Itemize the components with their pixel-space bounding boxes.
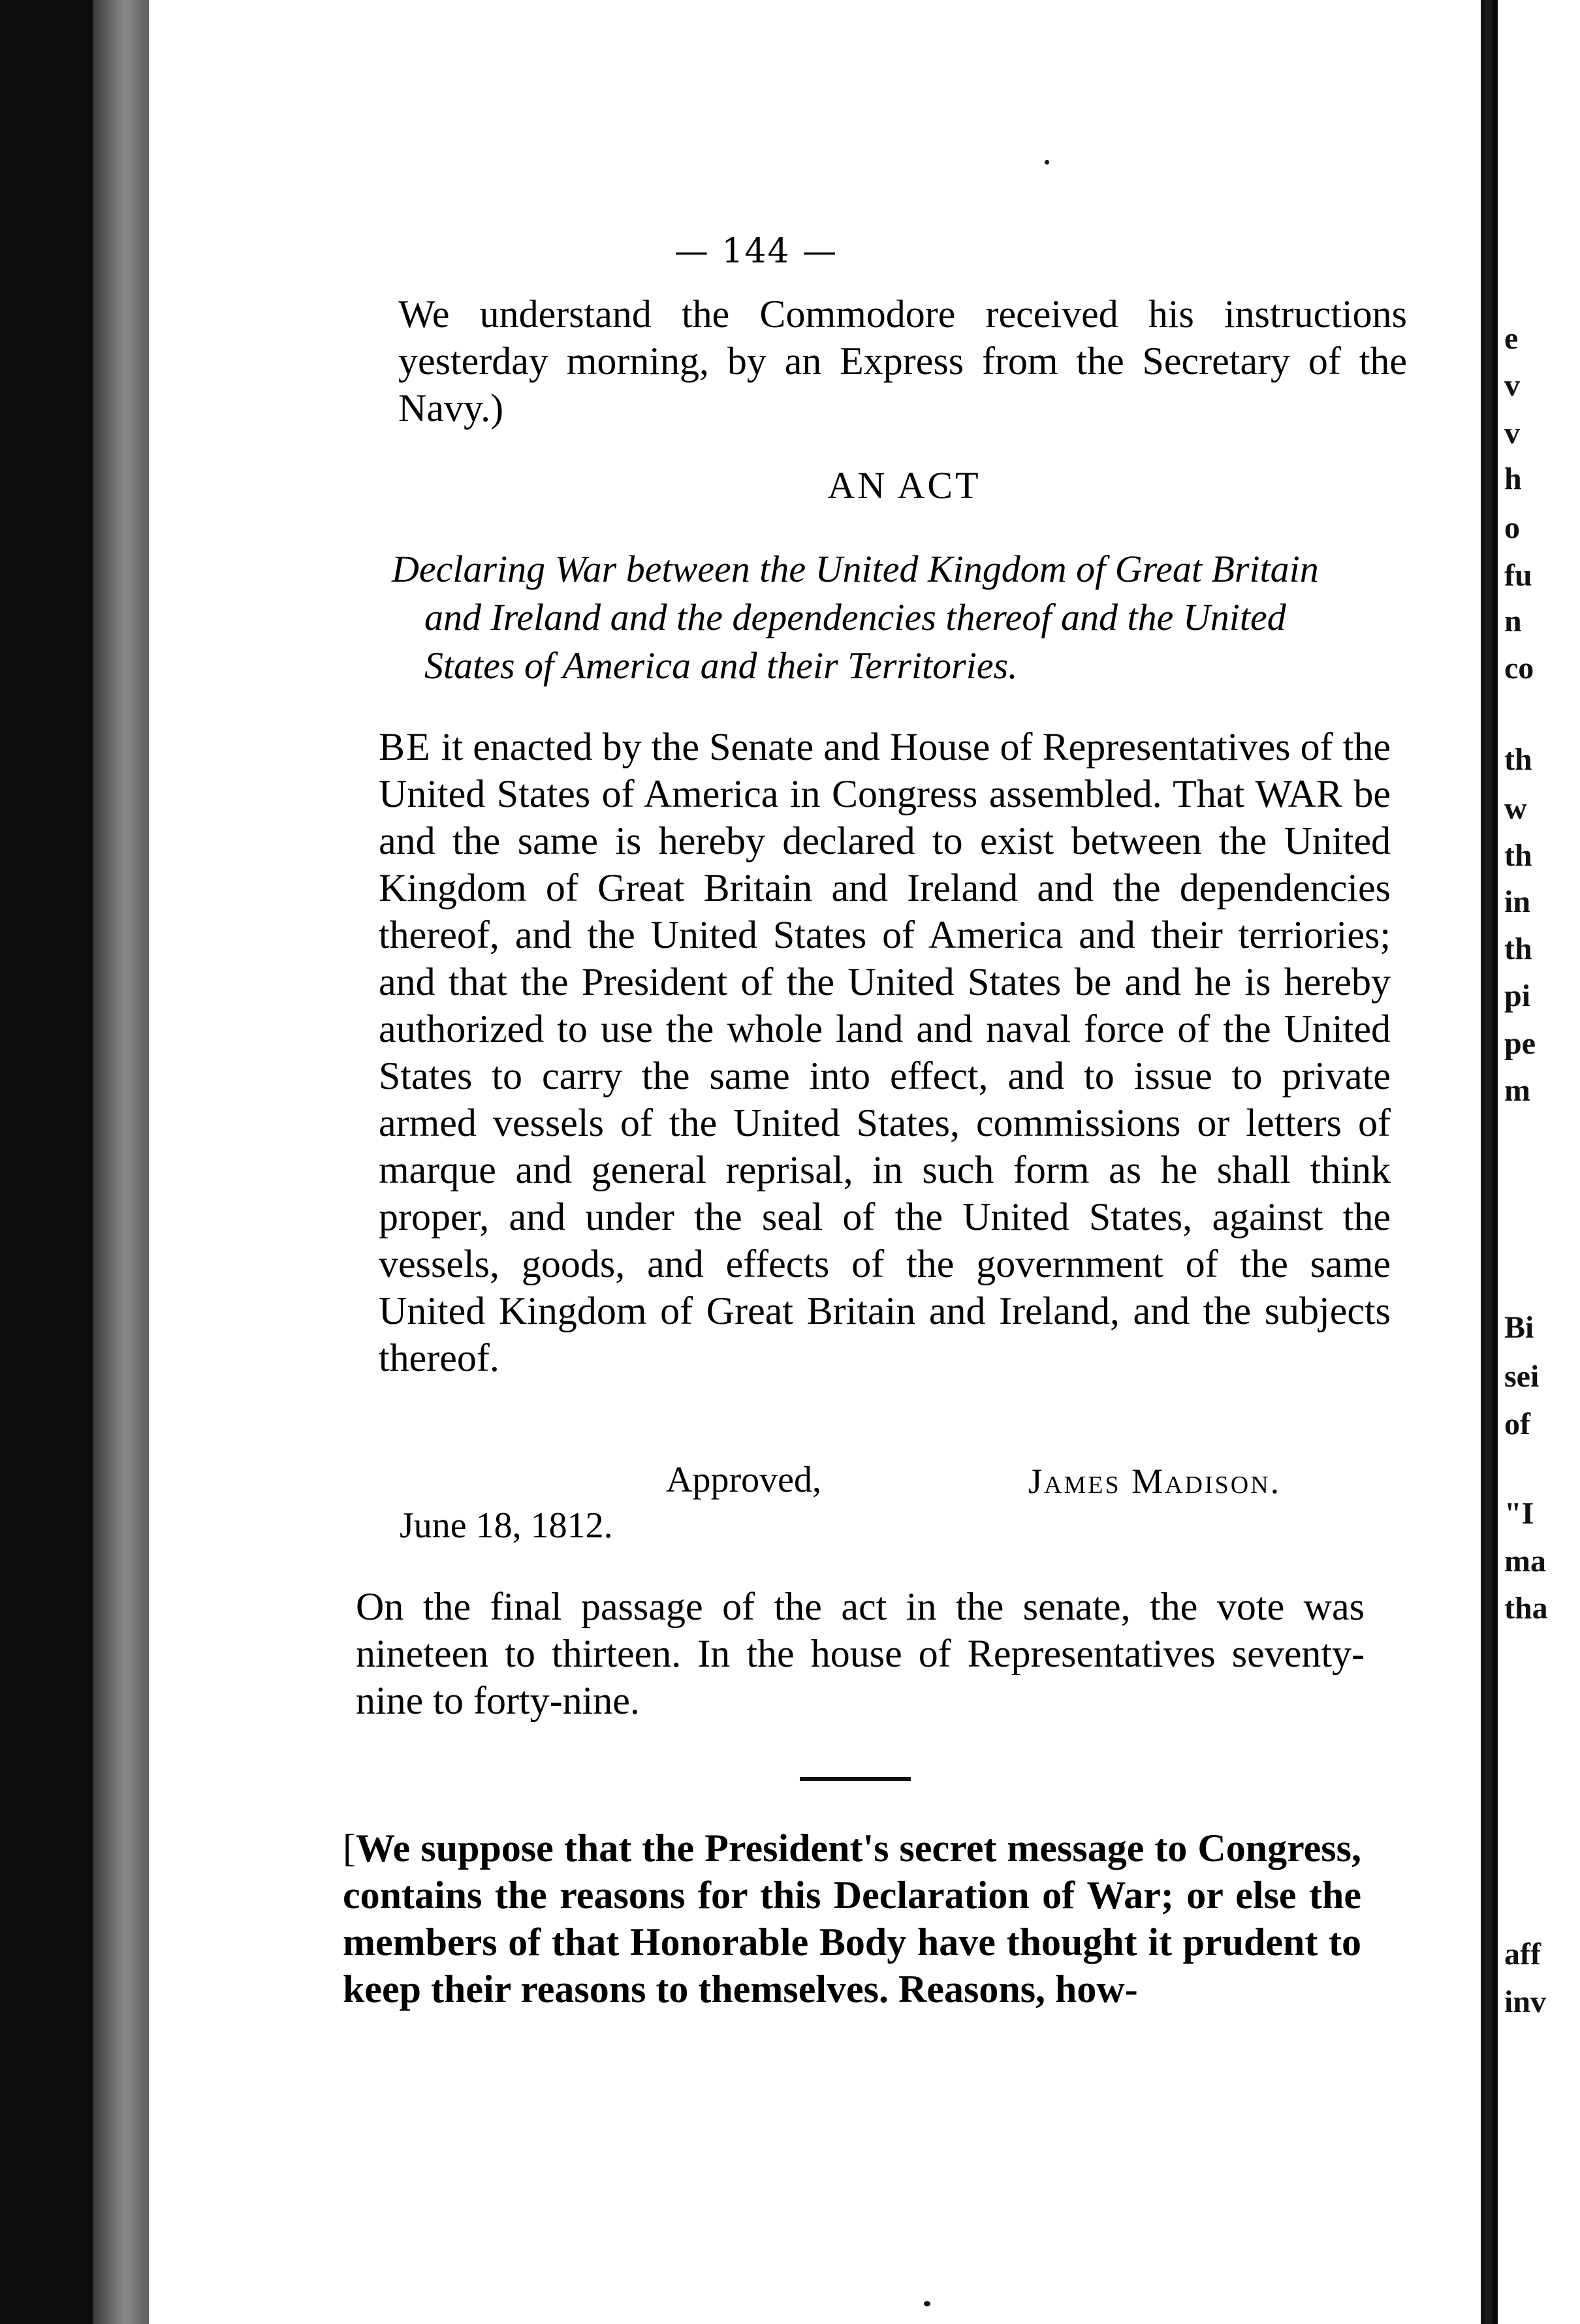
section-divider bbox=[800, 1777, 911, 1781]
facing-page-fragment: e bbox=[1504, 321, 1519, 356]
signer-name: James Madison. bbox=[1028, 1462, 1282, 1501]
facing-page-fragment: aff bbox=[1504, 1937, 1541, 1971]
ink-speck bbox=[54, 1136, 57, 1140]
facing-page-fragment: tha bbox=[1504, 1591, 1548, 1625]
approved-label: Approved, bbox=[666, 1460, 821, 1500]
act-heading: AN ACT bbox=[827, 464, 981, 507]
facing-page-fragment: pi bbox=[1504, 979, 1531, 1013]
opening-bracket: [ bbox=[343, 1827, 356, 1870]
closing-text: We suppose that the President's secret message to Congress, contains the reasons for this Declaration of War; or else the members of that Honorable Body have thought it prudent to keep their reasons to themselves. Reasons, how- bbox=[343, 1827, 1361, 2011]
facing-page-fragment: v bbox=[1504, 368, 1520, 403]
facing-page-fragment: th bbox=[1504, 838, 1532, 873]
facing-page-fragment: h bbox=[1504, 462, 1522, 496]
facing-page-fragment: ma bbox=[1504, 1544, 1546, 1578]
act-subtitle-line-2: and Ireland and the dependencies thereof and the United bbox=[424, 596, 1286, 638]
act-subtitle-line-1: Declaring War between the United Kingdom of Great Britain bbox=[392, 548, 1319, 590]
act-body-text: it enacted by the Senate and House of Representatives of the United States of America in Congress assembled. That WAR be and the same is hereby declared to exist between the United Kingdom of Great Britain and Ireland and the dependencies thereof, and the United States of America and their terriories; and that the President of the United States be and he is hereby authorized to use the whole land and naval force of the United States to carry the same into effect, and to issue to private armed vessels of the United States, commissions or letters of marque and general reprisal, in such form as he shall think proper, and under the seal of the United States, against the vessels, goods, and effects of the government of the same United Kingdom of Great Britain and Ireland, and the subjects thereof. bbox=[379, 725, 1391, 1379]
facing-page-fragment: Bi bbox=[1504, 1310, 1534, 1345]
facing-page-fragment: w bbox=[1504, 791, 1527, 826]
act-subtitle-line-3: States of America and their Territories. bbox=[424, 644, 1018, 687]
act-body-first-word: BE bbox=[379, 725, 432, 768]
facing-page-fragment: th bbox=[1504, 742, 1532, 777]
closing-paragraph bbox=[343, 1825, 1361, 2013]
page-number: — 144 — bbox=[674, 232, 838, 271]
page-binding bbox=[93, 0, 151, 2324]
facing-page-fragment: th bbox=[1504, 932, 1532, 966]
vote-paragraph: On the final passage of the act in the senate, the vote was nineteen to thirteen. In the house of Representatives seventy-nine to forty-nine. bbox=[356, 1585, 1365, 1722]
facing-page-fragment: "I bbox=[1504, 1496, 1534, 1531]
ink-speck bbox=[924, 2301, 930, 2306]
act-body-paragraph bbox=[379, 723, 1391, 1381]
ink-speck bbox=[1045, 160, 1049, 165]
facing-page-fragment: n bbox=[1504, 604, 1522, 638]
facing-page-fragment: inv bbox=[1504, 1985, 1547, 2019]
facing-page-fragment: pe bbox=[1504, 1026, 1536, 1061]
facing-page-fragment: m bbox=[1504, 1073, 1530, 1108]
facing-page-fragment: of bbox=[1504, 1407, 1530, 1441]
act-date: June 18, 1812. bbox=[400, 1505, 613, 1546]
facing-page-fragment: fu bbox=[1504, 558, 1532, 593]
facing-page-fragment: sei bbox=[1504, 1359, 1540, 1394]
act-subtitle bbox=[392, 545, 1404, 690]
facing-page-fragment: v bbox=[1504, 416, 1520, 450]
facing-page-fragment: in bbox=[1504, 885, 1531, 919]
facing-page-fragment: co bbox=[1504, 651, 1534, 685]
facing-page-edge bbox=[1493, 0, 1580, 2324]
facing-page-fragment: o bbox=[1504, 510, 1520, 545]
intro-paragraph: We understand the Commodore received his instructions yesterday morning, by an Express from the Secretary of the Navy.) bbox=[398, 292, 1407, 430]
